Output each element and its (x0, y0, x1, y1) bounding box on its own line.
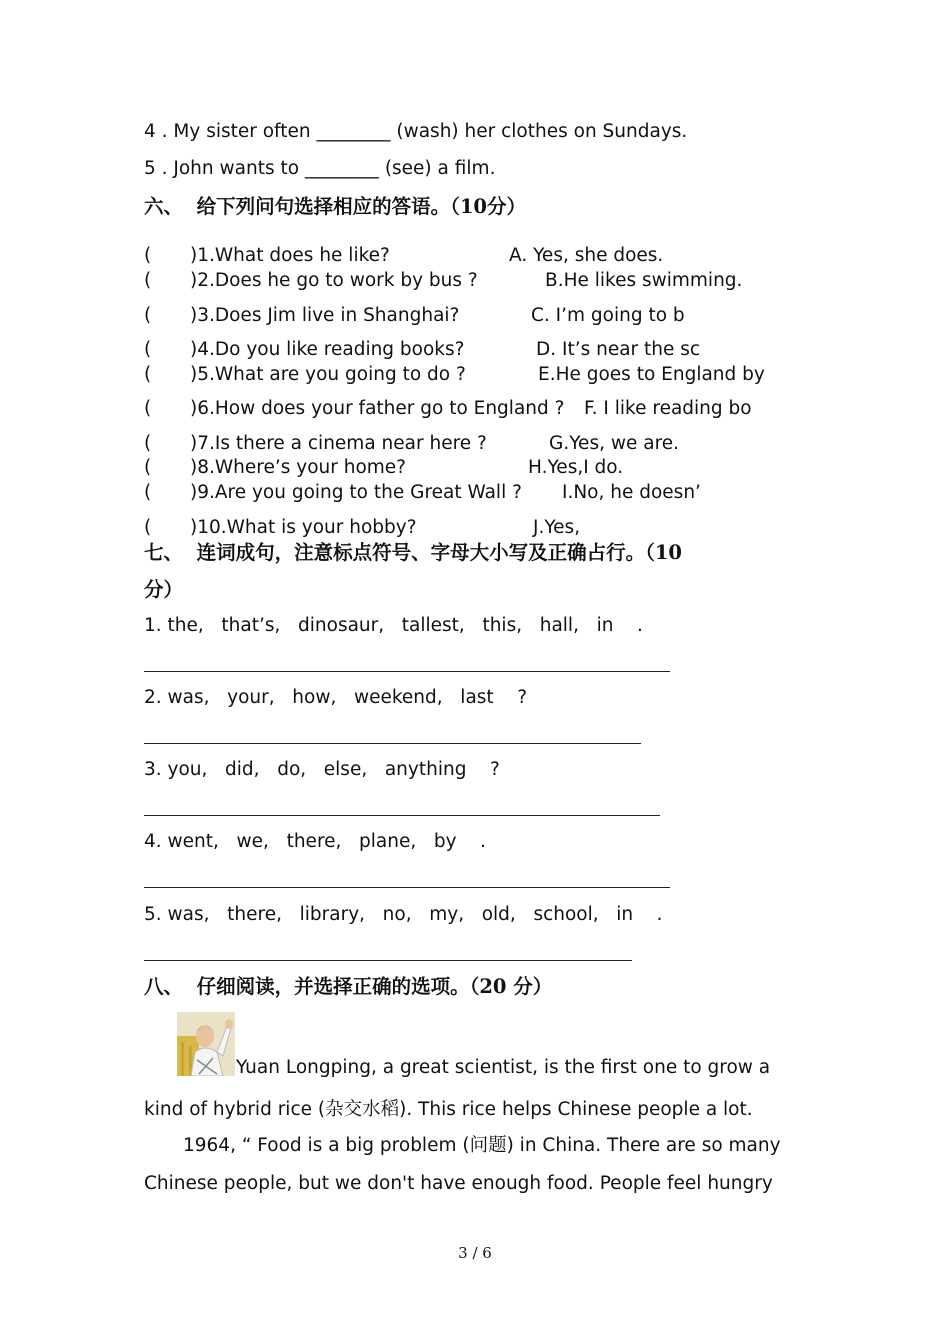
word-order-item-3: 3. you, did, do, else, anything ? (144, 759, 500, 780)
word-order-item-5: 5. was, there, library, no, my, old, school, in . (144, 904, 663, 925)
section-8-heading: 八、 仔细阅读，并选择正确的选项。（20 分） (144, 975, 553, 998)
passage-line-2: kind of hybrid rice (杂交水稻). This rice helps Chinese people a lot. (144, 1099, 753, 1120)
answer-blank-open-paren: ( (144, 305, 152, 326)
answer-line-5[interactable] (144, 960, 632, 961)
question-text: )8.Where’s your home? (190, 457, 406, 478)
fill-in-item-4: 4 . My sister often ________ (wash) her clothes on Sundays. (144, 121, 688, 142)
word-order-item-1: 1. the, that’s, dinosaur, tallest, this, hall, in . (144, 615, 643, 636)
answer-blank-open-paren: ( (144, 433, 152, 454)
answer-blank-open-paren: ( (144, 398, 152, 419)
question-text: )4.Do you like reading books? (190, 339, 465, 360)
answer-option: E.He goes to England by (538, 364, 765, 385)
answer-blank-open-paren: ( (144, 364, 152, 385)
question-text: )9.Are you going to the Great Wall ? (190, 482, 522, 503)
question-text: )1.What does he like? (190, 245, 390, 266)
answer-blank-open-paren: ( (144, 482, 152, 503)
answer-option: F. I like reading bo (584, 398, 752, 419)
answer-option: C. I’m going to b (531, 305, 685, 326)
answer-option: G.Yes, we are. (549, 433, 680, 454)
passage-line-3: 1964, “ Food is a big problem (问题) in China. There are so many (183, 1135, 781, 1156)
answer-option: I.No, he doesn’ (562, 482, 701, 503)
page-number: 3 / 6 (458, 1244, 492, 1262)
question-text: )3.Does Jim live in Shanghai? (190, 305, 460, 326)
question-text: )5.What are you going to do ? (190, 364, 466, 385)
word-order-item-2: 2. was, your, how, weekend, last ? (144, 687, 528, 708)
section-7-heading-continued: 分） (144, 578, 184, 601)
answer-option: A. Yes, she does. (509, 245, 664, 266)
answer-blank-open-paren: ( (144, 339, 152, 360)
answer-line-4[interactable] (144, 887, 670, 888)
answer-line-2[interactable] (144, 743, 641, 744)
answer-blank-open-paren: ( (144, 270, 152, 291)
question-text: )2.Does he go to work by bus ? (190, 270, 478, 291)
answer-blank-open-paren: ( (144, 517, 152, 538)
answer-option: B.He likes swimming. (545, 270, 743, 291)
passage-line-1: Yuan Longping, a great scientist, is the first one to grow a (236, 1057, 771, 1078)
answer-option: H.Yes,I do. (528, 457, 624, 478)
question-text: )6.How does your father go to England ? (190, 398, 565, 419)
answer-option: J.Yes, (533, 517, 581, 538)
portrait-image (177, 1012, 235, 1076)
fill-in-item-5: 5 . John wants to ________ (see) a film. (144, 158, 496, 179)
passage-line-4: Chinese people, but we don't have enough food. People feel hungry (144, 1173, 773, 1194)
section-6-heading: 六、 给下列问句选择相应的答语。（10分） (144, 195, 526, 218)
answer-blank-open-paren: ( (144, 245, 152, 266)
word-order-item-4: 4. went, we, there, plane, by . (144, 831, 486, 852)
answer-blank-open-paren: ( (144, 457, 152, 478)
answer-line-3[interactable] (144, 815, 660, 816)
answer-option: D. It’s near the sc (536, 339, 701, 360)
question-text: )10.What is your hobby? (190, 517, 417, 538)
section-7-heading: 七、 连词成句，注意标点符号、字母大小写及正确占行。（10 (144, 541, 682, 564)
answer-line-1[interactable] (144, 671, 670, 672)
question-text: )7.Is there a cinema near here ? (190, 433, 487, 454)
